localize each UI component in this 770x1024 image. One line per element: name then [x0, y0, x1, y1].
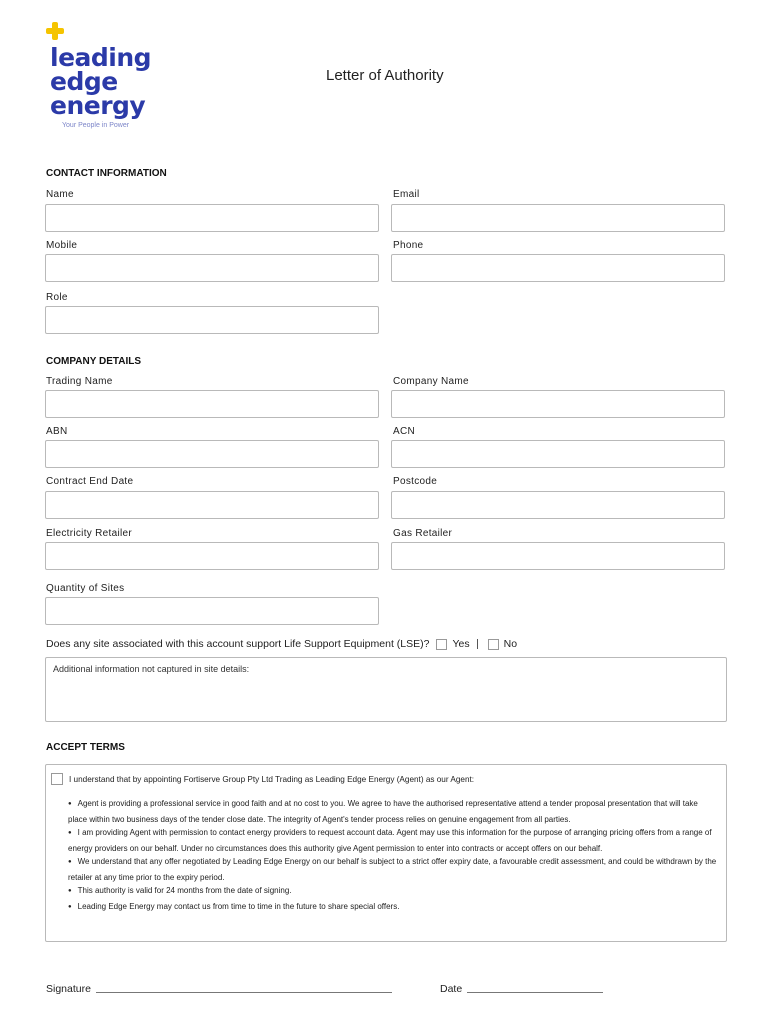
gas-retailer-label: Gas Retailer: [393, 528, 453, 539]
lse-no-checkbox[interactable]: [488, 639, 499, 650]
gas-retailer-field[interactable]: [391, 542, 725, 570]
terms-item: ● We understand that any offer negotiated by Leading Edge Energy on our behalf is subject to a strict offer expiry date, a favourable credit assessment, and could be withdrawn by the retailer at any time prior to the expiry period.: [68, 855, 718, 884]
contract-end-date-label: Contract End Date: [46, 476, 134, 487]
abn-field[interactable]: [45, 440, 379, 468]
abn-label: ABN: [46, 426, 68, 437]
postcode-label: Postcode: [393, 476, 438, 487]
phone-field[interactable]: [391, 254, 725, 282]
terms-item: ● Agent is providing a professional service in good faith and at no cost to you. We agree to have the authorised representative attend a tender proposal presentation that will take place within two business days of the tender close date. The integrity of Agent's tender process relies on genuine engagement from all parties.: [68, 797, 718, 826]
lse-no-label: No: [503, 638, 518, 650]
terms-accept-row: [51, 773, 474, 785]
mobile-field[interactable]: [45, 254, 379, 282]
logo-word-energy: energy: [50, 91, 146, 120]
quantity-of-sites-field[interactable]: [45, 597, 379, 625]
role-field[interactable]: [45, 306, 379, 334]
name-label: Name: [46, 189, 74, 200]
terms-section-heading: ACCEPT TERMS: [46, 742, 125, 753]
date-line[interactable]: [467, 992, 603, 993]
lse-yes-checkbox[interactable]: [436, 639, 447, 650]
email-label: Email: [393, 189, 420, 200]
terms-intro: I understand that by appointing Fortiserve Group Pty Ltd Trading as Leading Edge Energy (Agent) as our Agent:: [69, 774, 475, 784]
lse-separator: [477, 639, 478, 649]
acn-field[interactable]: [391, 440, 725, 468]
signature-row: [46, 983, 392, 995]
trading-name-field[interactable]: [45, 390, 379, 418]
terms-list: [68, 797, 718, 915]
company-section-heading: COMPANY DETAILS: [46, 356, 142, 367]
mobile-label: Mobile: [46, 240, 78, 251]
terms-item: ● I am providing Agent with permission to contact energy providers to request account data. Agent may use this information for the purpose of arranging pricing offers from a range of energy providers on our behalf. Under no circumstances does this authority give Agent permission to enter into contracts or accept offers on our behalf.: [68, 826, 718, 855]
contract-end-date-field[interactable]: [45, 491, 379, 519]
lse-question: Does any site associated with this account support Life Support Equipment (LSE)?: [46, 638, 430, 650]
logo-word-edge: edge: [50, 67, 118, 96]
phone-label: Phone: [393, 240, 424, 251]
signature-label: Signature: [46, 983, 91, 995]
additional-info-placeholder: Additional information not captured in site details:: [53, 664, 250, 674]
terms-box: [45, 764, 727, 942]
terms-item: ● Leading Edge Energy may contact us from time to time in the future to share special offers.: [68, 900, 718, 916]
role-label: Role: [46, 292, 68, 303]
accept-terms-checkbox[interactable]: [51, 773, 63, 785]
lse-question-row: [46, 638, 517, 650]
additional-info-field[interactable]: [45, 657, 727, 722]
trading-name-label: Trading Name: [46, 376, 113, 387]
date-row: [440, 983, 603, 995]
terms-item: ● This authority is valid for 24 months from the date of signing.: [68, 884, 718, 900]
date-label: Date: [440, 983, 463, 995]
email-field[interactable]: [391, 204, 725, 232]
acn-label: ACN: [393, 426, 416, 437]
contact-section-heading: CONTACT INFORMATION: [46, 168, 167, 179]
electricity-retailer-field[interactable]: [45, 542, 379, 570]
plus-icon: [46, 22, 64, 40]
quantity-of-sites-label: Quantity of Sites: [46, 583, 125, 594]
postcode-field[interactable]: [391, 491, 725, 519]
signature-line[interactable]: [96, 992, 392, 993]
company-logo: [46, 22, 176, 129]
logo-word-leading: leading: [50, 43, 152, 72]
name-field[interactable]: [45, 204, 379, 232]
electricity-retailer-label: Electricity Retailer: [46, 528, 133, 539]
document-title: Letter of Authority: [326, 67, 444, 84]
company-name-field[interactable]: [391, 390, 725, 418]
company-name-label: Company Name: [393, 376, 469, 387]
lse-yes-label: Yes: [452, 638, 470, 650]
logo-tagline: Your People in Power: [62, 122, 130, 129]
